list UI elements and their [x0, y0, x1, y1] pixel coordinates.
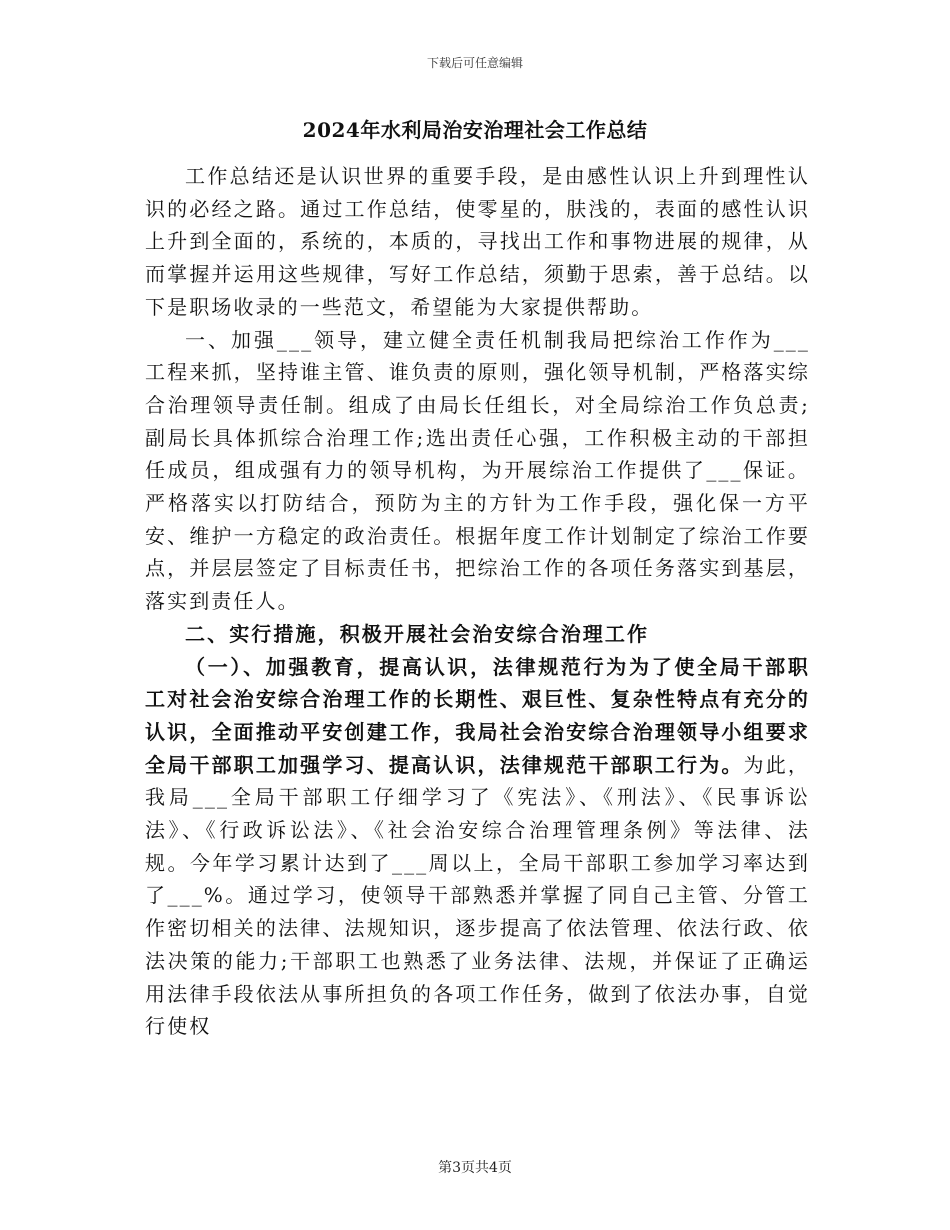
- intro-paragraph: 工作总结还是认识世界的重要手段，是由感性认识上升到理性认识的必经之路。通过工作总结，使零星的，肤浅的，表面的感性认识上升到全面的，系统的，本质的，寻找出工作和事物进展的规律，从而掌握并运用这些规律，写好工作总结，须勤于思索，善于总结。以下是职场收录的一些范文，希望能为大家提供帮助。: [145, 164, 810, 319]
- header-note: 下载后可任意编辑: [426, 56, 523, 70]
- section-2-heading: 二、实行措施，积极开展社会治安综合治理工作: [185, 621, 650, 646]
- section-2-1-body: 为此，我局___全局干部职工仔细学习了《宪法》、《刑法》、《民事诉讼法》、《行政诉讼法》、《社会治安综合治理管理条例》等法律、法规。今年学习累计达到了___周以上，全局干部职工参加学习率达到了___%。通过学习，使领导干部熟悉并掌握了同自己主管、分管工作密切相关的法律、法规知识，逐步提高了依法管理、依法行政、依法决策的能力;干部职工也熟悉了业务法律、法规，并保证了正确运用法律手段依法从事所担负的各项工作任务，做到了依法办事，自觉行使权: [145, 752, 810, 1039]
- section-1-paragraph: 一、加强___领导，建立健全责任机制我局把综治工作作为___工程来抓，坚持谁主管、谁负责的原则，强化领导机制，严格落实综合治理领导责任制。组成了由局长任组长，对全局综治工作负总责;副局长具体抓综合治理工作;选出责任心强，工作积极主动的干部担任成员，组成强有力的领导机构，为开展综治工作提供了___保证。严格落实以打防结合，预防为主的方针为工作手段，强化保一方平安、维护一方稳定的政治责任。根据年度工作计划制定了综治工作要点，并层层签定了目标责任书，把综治工作的各项任务落实到基层，落实到责任人。: [145, 327, 810, 614]
- document-body: [145, 160, 810, 1043]
- page-number: 第3页共4页: [438, 1160, 512, 1176]
- section-2-1-paragraph: [145, 651, 810, 1043]
- section-2-1-bold-lead: （一）、加强教育，提高认识，法律规范行为为了使全局干部职工对社会治安综合治理工作的长期性、艰巨性、复杂性特点有充分的认识，全面推动平安创建工作，我局社会治安综合治理领导小组要求全局干部职工加强学习、提高认识，法律规范干部职工行为。: [145, 654, 810, 777]
- document-title: 2024年水利局治安治理社会工作总结: [302, 118, 648, 142]
